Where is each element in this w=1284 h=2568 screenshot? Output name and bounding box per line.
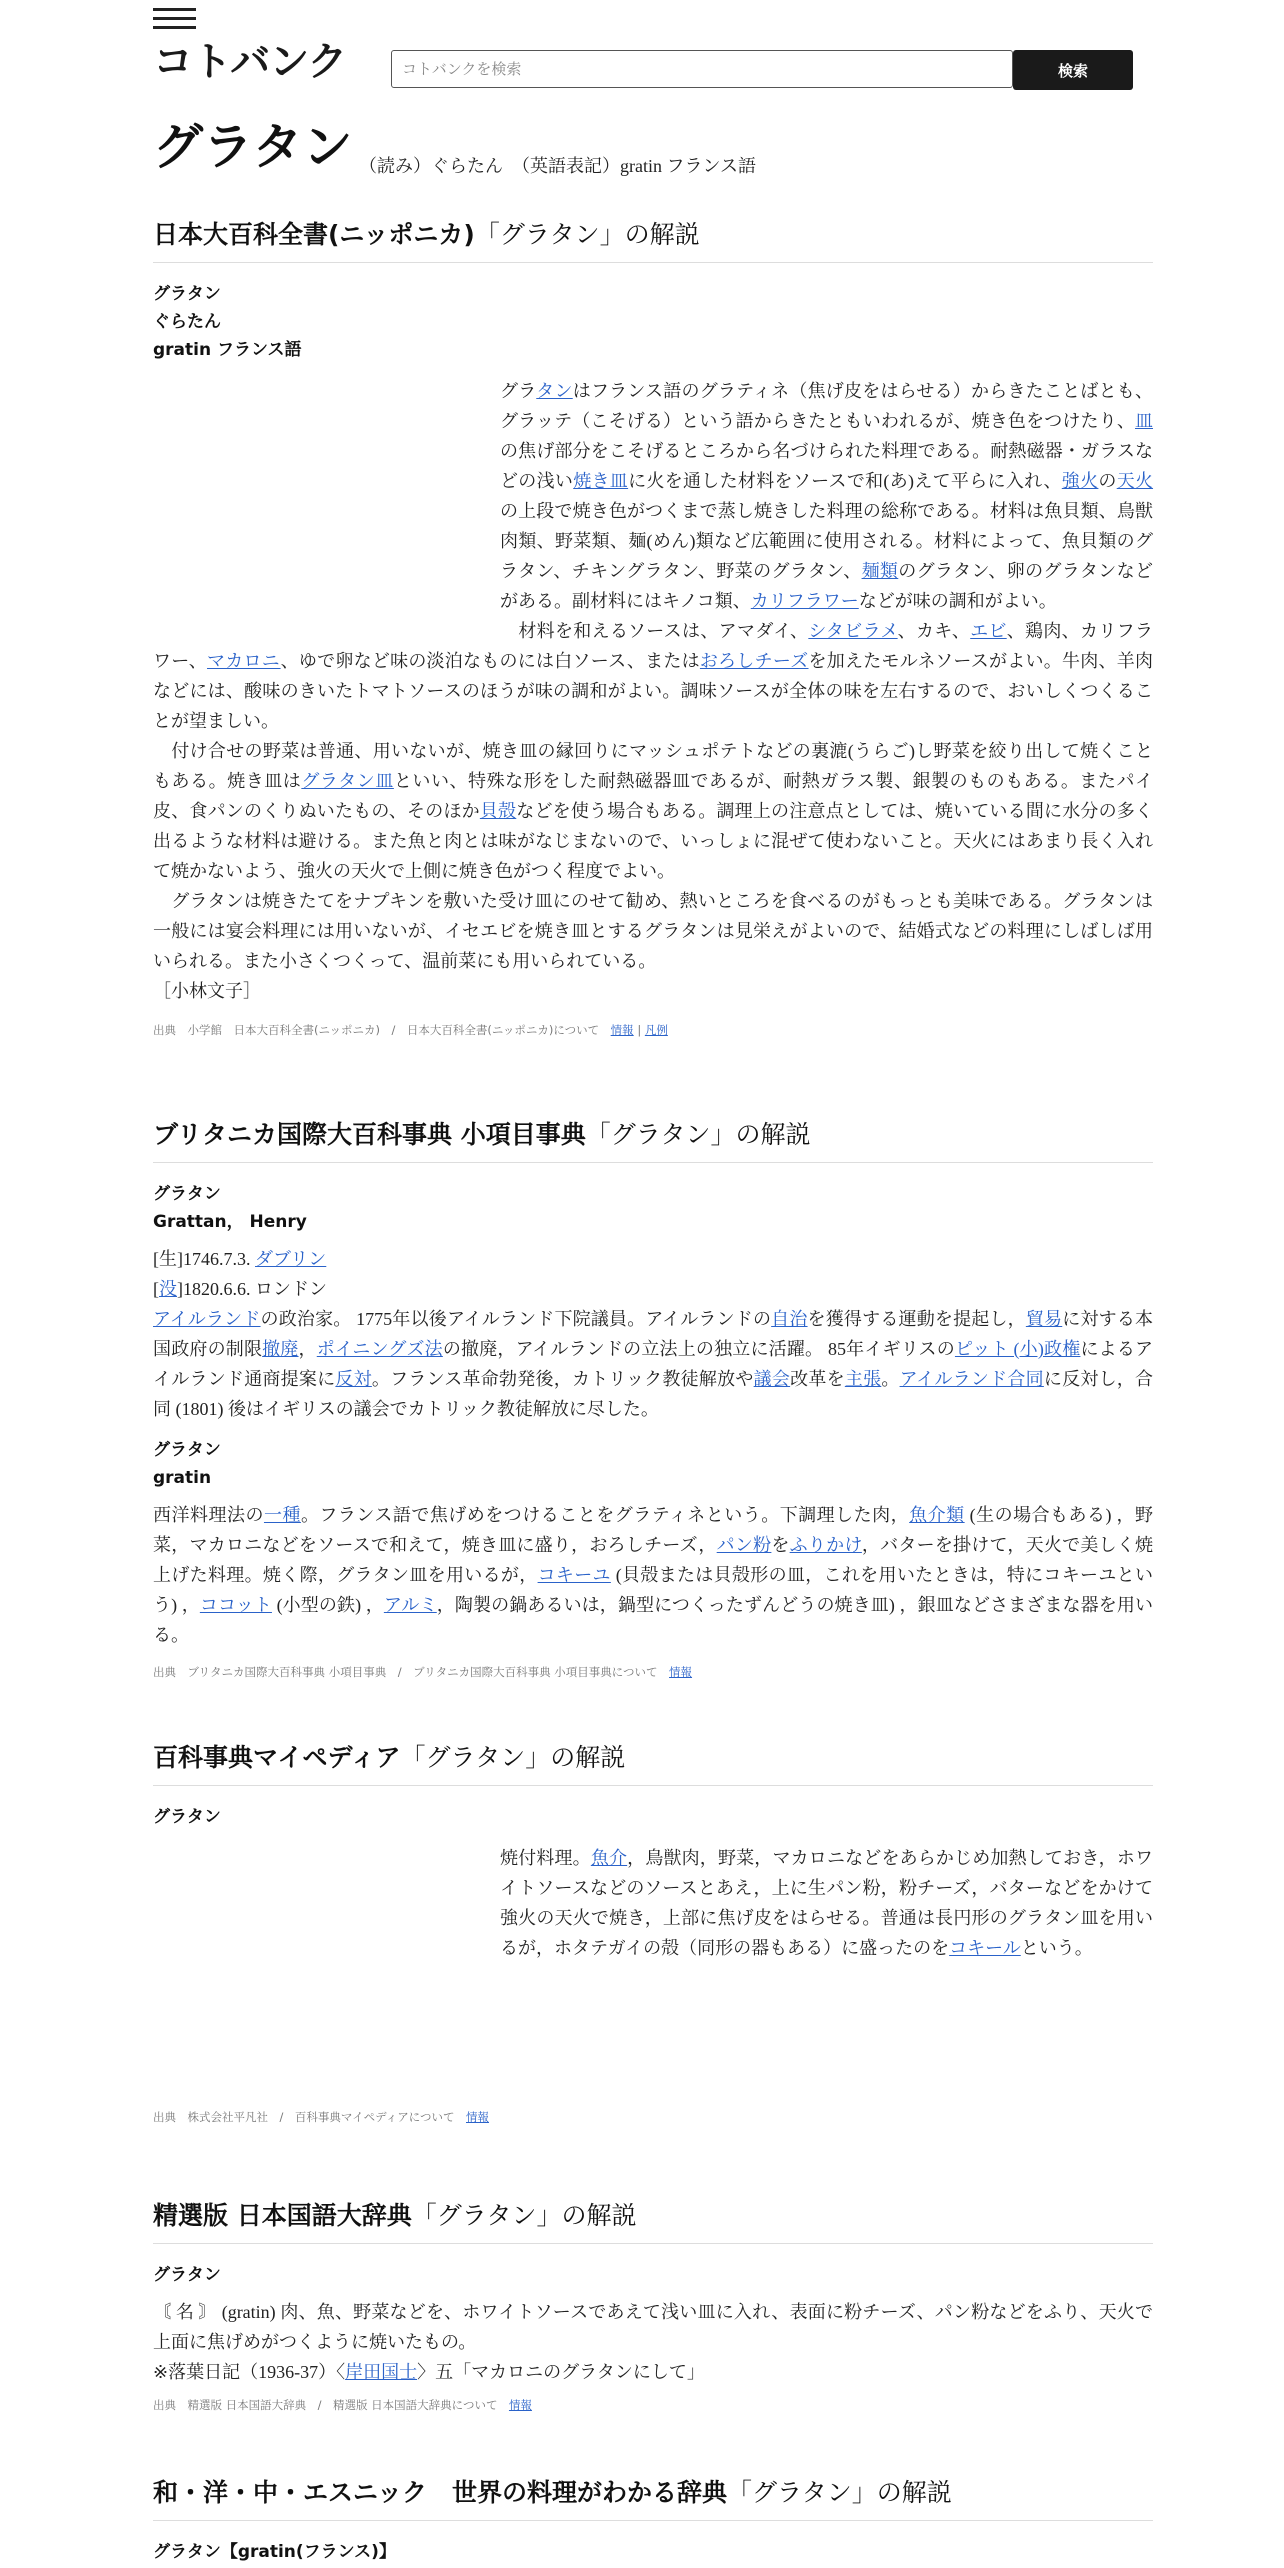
link-tan[interactable]: タン [536,381,573,401]
term-block [153,2538,1153,2566]
link-menrui[interactable]: 麺類 [861,561,899,581]
link-alumi[interactable]: アルミ [383,1595,437,1615]
link-gikai[interactable]: 議会 [753,1369,791,1389]
search-button[interactable]: 検索 [1013,50,1133,90]
site-logo[interactable]: コトバンク [153,39,347,85]
link-boueki[interactable]: 貿易 [1025,1309,1063,1329]
term-headword: グラタン [153,1184,221,1204]
link-kaigara[interactable]: 貝殻 [479,801,517,821]
info-link[interactable]: 情報 [466,2110,489,2124]
link-ebi[interactable]: エビ [970,621,1007,641]
section-mypedia [153,1741,1153,2125]
hamburger-menu-icon[interactable] [153,8,196,30]
link-coquille[interactable]: コキーユ [537,1565,611,1585]
section-title: 百科事典マイペディア「グラタン」の解説 [153,1741,1153,1786]
link-panko[interactable]: パン粉 [716,1535,772,1555]
info-link[interactable]: 情報 [508,2398,532,2412]
page-title: グラタン [153,118,353,176]
link-cocotte[interactable]: ココット [199,1595,272,1615]
link-coquille-2[interactable]: コキール [949,1938,1021,1958]
section-britannica [153,1118,1153,1680]
section-title: 日本大百科全書(ニッポニカ)「グラタン」の解説 [153,218,1153,263]
article-body: 西洋料理法の一種。フランス語で焦げめをつけることをグラティネという。下調理した肉，魚介類 (生の場合もある) ，野菜，マカロニなどをソースで和えて，焼き皿に盛り，おろしチーズ，パン粉をふりかけ，バターを掛けて，天火で美しく焼上げた料理。焼く際，グラタン皿を用いるが，コキーユ (貝殻または貝殻形の皿，これを用いたときは，特にコキーユという) ，ココット (小型の鉄) ，アルミ，陶製の鍋あるいは，鍋型につくったずんどうの焼き皿) ，銀皿などさまざまな器を用いる。 [153,1505,1154,1645]
term-foreign: gratin [153,1468,212,1488]
term-block [153,1436,1153,1492]
link-isshu[interactable]: 一種 [263,1505,301,1525]
link-gyokairui[interactable]: 魚介類 [909,1505,965,1525]
link-furikake[interactable]: ふりかけ [789,1535,862,1555]
term-block [153,1803,1153,1831]
link-union[interactable]: アイルランド合同 [899,1369,1044,1389]
link-kyoubi[interactable]: 強火 [1061,471,1099,491]
link-hantai[interactable]: 反対 [335,1369,372,1389]
term-headword: グラタン【gratin(フランス)】 [153,2542,396,2562]
term-block [153,280,1153,364]
link-pitt[interactable]: ピット (小)政権 [954,1339,1081,1359]
link-sara[interactable]: 皿 [1135,411,1153,431]
link-macaroni[interactable]: マカロニ [207,651,281,671]
term-headword: グラタン [153,2265,221,2285]
search-input[interactable] [391,50,1013,88]
reading-info: （読み）ぐらたん （英語表記）gratin フランス語 [359,156,756,176]
link-teppai[interactable]: 撤廃 [262,1339,299,1359]
info-link[interactable]: 情報 [610,1023,634,1037]
source-line: 出典 小学館 日本大百科全書(ニッポニカ) / 日本大百科全書(ニッポニカ)について 情報 | 凡例 [153,1023,668,1037]
link-botsu[interactable]: 没 [159,1279,177,1299]
section-ryouri [153,2476,1153,2566]
article-body: [生]1746.7.3. ダブリン [没]1820.6.6. ロンドン アイルランドの政治家。 1775年以後アイルランド下院議員。アイルランドの自治を獲得する運動を提起し，貿易に対する本国政府の制限撤廃，ポイニングズ法の撤廃，アイルランドの立法上の独立に活躍。 85年イギリスのピット (小)政権によるアイルランド通商提案に反対。フランス革命勃発後，カトリック教徒解放や議会改革を主張。アイルランド合同に反対し，合同 (1801) 後はイギリスの議会でカトリック教徒解放に尽した。 [153,1249,1154,1419]
hanrei-link[interactable]: 凡例 [644,1023,668,1037]
link-gratin-zara[interactable]: グラタン皿 [301,771,394,791]
term-block [153,1180,1153,1236]
link-cauliflower[interactable]: カリフラワー [750,591,859,611]
term-block [153,2261,1153,2289]
term-headword: グラタン [153,1440,221,1460]
source-line: 出典 株式会社平凡社 / 百科事典マイペディアについて 情報 [153,2110,489,2124]
source-line: 出典 精選版 日本国語大辞典 / 精選版 日本国語大辞典について 情報 [153,2398,532,2412]
link-yakizara[interactable]: 焼き皿 [573,471,629,491]
article-body: グラタンはフランス語のグラティネ（焦げ皮をはらせる）からきたことばとも、グラッテ（こそげる）という語からきたともいわれるが、焼き色をつけたり、皿の焦げ部分をこそげるところから名づけられた料理である。耐熱磁器・ガラスなどの浅い焼き皿に火を通した材料をソースで和(あ)えて平らに入れ、強火の天火の上段で焼き色がつくまで蒸し焼きした料理の総称である。材料は魚貝類、鳥獣肉類、野菜類、麺(めん)類など広範囲に使用される。材料によって、魚貝類のグラタン、チキングラタン、野菜のグラタン、麺類のグラタン、卵のグラタンなどがある。副材料にはキノコ類、カリフラワーなどが味の調和がよい。 材料を和えるソースは、アマダイ、シタビラメ、カキ、エビ、鶏肉、カリフラワー、マカロニ、ゆで卵など味の淡泊なものには白ソース、またはおろしチーズを加えたモルネソースがよい。牛肉、羊肉などには、酸味のきいたトマトソースのほうが味の調和がよい。調味ソースが全体の味を左右するので、おいしくつくることが望ましい。 付け合せの野菜は普通、用いないが、焼き皿の縁回りにマッシュポテトなどの裏漉(うらご)し野菜を絞り出して焼くこともある。焼き皿はグラタン皿といい、特殊な形をした耐熱磁器皿であるが、耐熱ガラス製、銀製のものもある。またパイ皮、食パンのくりぬいたもの、そのほか貝殻などを使う場合もある。調理上の注意点としては、焼いている間に水分の多く出るような材料は避ける。また魚と肉とは味がなじまないので、いっしょに混ぜて使わないこと。天火にはあまり長く入れて焼かないよう、強火の天火で上側に焼き色がつく程度でよい。 グラタンは焼きたてをナプキンを敷いた受け皿にのせて勧め、熱いところを食べるのがもっとも美味である。グラタンは一般には宴会料理には用いないが、イセエビを焼き皿とするグラタンは見栄えがよいので、結婚式などの料理にしばしば用いられる。また小さくつくって、温前菜にも用いられている。 ［小林文子］ [153,381,1154,1001]
info-link[interactable]: 情報 [669,1665,693,1679]
term-headword: グラタン [153,284,221,304]
link-kishida[interactable]: 岸田国士 [345,2362,418,2382]
section-title: 精選版 日本国語大辞典「グラタン」の解説 [153,2199,1153,2244]
term-reading: ぐらたん [153,312,221,332]
term-foreign: Grattan， Henry [153,1212,307,1232]
article-body: 〘 名 〙 (gratin) 肉、魚、野菜などを、ホワイトソースであえて浅い皿に入れ、表面に粉チーズ、パン粉などをふり、天火で上面に焦げめがつくように焼いたもの。 ※落葉日記（1936-37）〈岸田国士〉五「マカロニのグラタンにして」 [153,2302,1153,2382]
link-ireland[interactable]: アイルランド [153,1309,261,1329]
link-gyokai[interactable]: 魚介 [590,1848,628,1868]
term-headword: グラタン [153,1807,221,1827]
article-body: 焼付料理。魚介，鳥獣肉，野菜，マカロニなどをあらかじめ加熱しておき，ホワイトソースなどのソースとあえ，上に生パン粉，粉チーズ，バターなどをかけて強火の天火で焼き，上部に焦げ皮をはらせる。普通は長円形のグラタン皿を用いるが，ホタテガイの殻（同形の器もある）に盛ったのをコキールという。 [500,1848,1154,1958]
link-poynings[interactable]: ポイニングズ法 [316,1339,443,1359]
section-title: ブリタニカ国際大百科事典 小項目事典「グラタン」の解説 [153,1118,1153,1163]
link-shitabirame[interactable]: シタビラメ [808,621,898,641]
link-jichi[interactable]: 自治 [771,1309,808,1329]
section-title: 和・洋・中・エスニック 世界の料理がわかる辞典「グラタン」の解説 [153,2476,1153,2521]
source-line: 出典 ブリタニカ国際大百科事典 小項目事典 / ブリタニカ国際大百科事典 小項目事典について 情報 [153,1665,693,1679]
link-shuchou[interactable]: 主張 [844,1369,882,1389]
section-nipponica [153,218,1153,1038]
term-foreign: gratin フランス語 [153,340,302,360]
section-kokugo [153,2199,1153,2413]
link-tenbi[interactable]: 天火 [1116,471,1154,491]
link-dublin[interactable]: ダブリン [255,1249,327,1269]
link-oroshi-cheese[interactable]: おろしチーズ [699,651,809,671]
